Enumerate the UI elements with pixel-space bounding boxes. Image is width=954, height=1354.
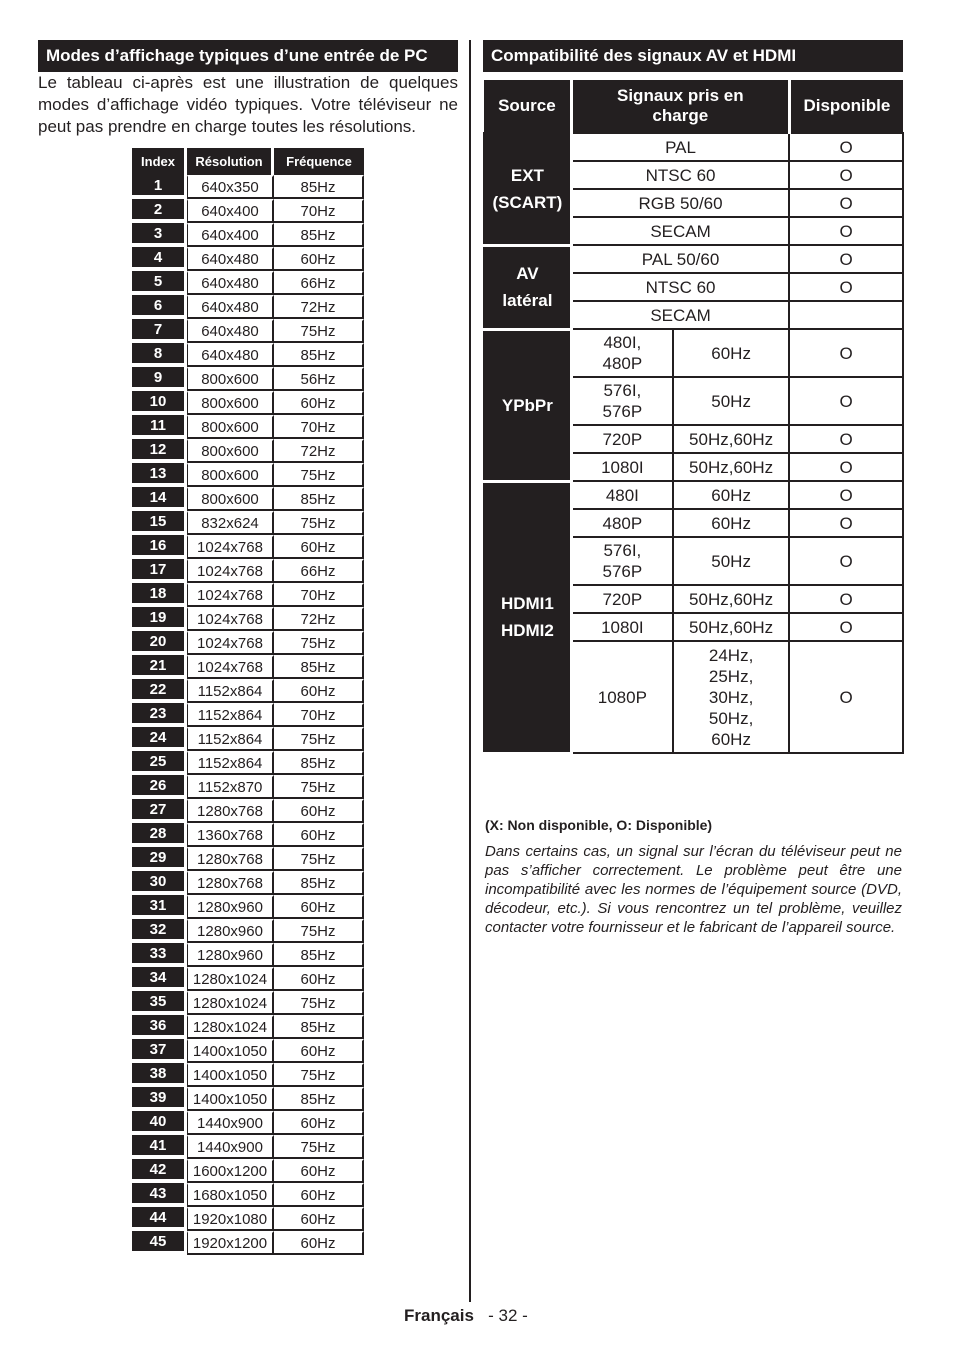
row-index: 14 <box>132 487 187 511</box>
row-frequency: 72Hz <box>274 295 364 319</box>
row-frequency: 60Hz <box>274 967 364 991</box>
source-ypbpr <box>484 329 571 481</box>
signal-cell: PAL 50/60 <box>571 245 789 273</box>
table-row <box>132 1207 364 1231</box>
row-resolution: 1400x1050 <box>187 1063 274 1087</box>
row-index: 2 <box>132 199 187 223</box>
source-label-line2: HDMI2 <box>500 621 554 640</box>
available-cell: O <box>789 425 903 453</box>
row-frequency: 60Hz <box>274 247 364 271</box>
row-frequency: 75Hz <box>274 319 364 343</box>
row-index: 32 <box>132 919 187 943</box>
table-row <box>132 631 364 655</box>
row-frequency: 70Hz <box>274 703 364 727</box>
row-frequency: 60Hz <box>274 1207 364 1231</box>
row-resolution: 1280x768 <box>187 799 274 823</box>
row-resolution: 800x600 <box>187 367 274 391</box>
row-resolution: 1400x1050 <box>187 1039 274 1063</box>
row-resolution: 1600x1200 <box>187 1159 274 1183</box>
row-frequency: 72Hz <box>274 607 364 631</box>
frequency-cell: 50Hz <box>673 377 789 425</box>
table-row <box>132 1015 364 1039</box>
row-frequency: 60Hz <box>274 391 364 415</box>
row-frequency: 85Hz <box>274 1087 364 1111</box>
header-signals: Signaux pris en charge <box>571 80 789 133</box>
row-frequency: 75Hz <box>274 1135 364 1159</box>
av-hdmi-table <box>483 80 904 755</box>
available-cell: O <box>789 509 903 537</box>
row-resolution: 1280x960 <box>187 919 274 943</box>
row-index: 25 <box>132 751 187 775</box>
available-cell: O <box>789 161 903 189</box>
row-frequency: 60Hz <box>274 1159 364 1183</box>
row-frequency: 60Hz <box>274 823 364 847</box>
row-index: 31 <box>132 895 187 919</box>
row-index: 10 <box>132 391 187 415</box>
table-row <box>132 487 364 511</box>
header-index: Index <box>132 148 187 175</box>
row-resolution: 800x600 <box>187 391 274 415</box>
row-index: 36 <box>132 1015 187 1039</box>
source-label: YPbPr <box>501 395 553 415</box>
row-frequency: 60Hz <box>274 799 364 823</box>
row-resolution: 640x480 <box>187 271 274 295</box>
row-resolution: 1280x960 <box>187 943 274 967</box>
table-row <box>132 1231 364 1255</box>
row-frequency: 60Hz <box>274 1039 364 1063</box>
row-frequency: 60Hz <box>274 1231 364 1255</box>
row-frequency: 70Hz <box>274 199 364 223</box>
row-index: 19 <box>132 607 187 631</box>
table-row <box>132 775 364 799</box>
signal-cell: 480I, 480P <box>571 329 673 377</box>
table-row <box>132 847 364 871</box>
row-index: 12 <box>132 439 187 463</box>
row-resolution: 1280x768 <box>187 847 274 871</box>
row-index: 16 <box>132 535 187 559</box>
table-row <box>132 799 364 823</box>
pc-table-body <box>132 175 364 1255</box>
row-resolution: 1440x900 <box>187 1135 274 1159</box>
row-resolution: 1280x960 <box>187 895 274 919</box>
row-frequency: 75Hz <box>274 463 364 487</box>
signal-cell: NTSC 60 <box>571 273 789 301</box>
available-cell: O <box>789 245 903 273</box>
row-frequency: 85Hz <box>274 751 364 775</box>
row-frequency: 85Hz <box>274 655 364 679</box>
table-row <box>132 919 364 943</box>
row-index: 41 <box>132 1135 187 1159</box>
row-frequency: 75Hz <box>274 775 364 799</box>
row-resolution: 640x480 <box>187 343 274 367</box>
footer-language: Français <box>404 1306 474 1325</box>
table-row <box>132 367 364 391</box>
row-resolution: 640x400 <box>187 223 274 247</box>
availability-legend: (X: Non disponible, O: Disponible) <box>485 817 713 833</box>
row-resolution: 640x400 <box>187 199 274 223</box>
table-row <box>132 415 364 439</box>
source-label-line2: (SCART) <box>492 192 563 212</box>
column-divider <box>469 40 471 1302</box>
row-index: 27 <box>132 799 187 823</box>
row-index: 43 <box>132 1183 187 1207</box>
row-resolution: 1152x870 <box>187 775 274 799</box>
row-index: 1 <box>132 175 187 199</box>
row-index: 39 <box>132 1087 187 1111</box>
row-index: 22 <box>132 679 187 703</box>
row-frequency: 85Hz <box>274 343 364 367</box>
table-row <box>132 1159 364 1183</box>
av-table-header-row <box>484 80 903 133</box>
table-row <box>484 245 903 273</box>
row-index: 4 <box>132 247 187 271</box>
row-index: 11 <box>132 415 187 439</box>
row-frequency: 75Hz <box>274 991 364 1015</box>
table-row <box>132 967 364 991</box>
row-index: 3 <box>132 223 187 247</box>
row-frequency: 75Hz <box>274 727 364 751</box>
row-resolution: 640x480 <box>187 247 274 271</box>
available-cell: O <box>789 133 903 161</box>
frequency-cell: 50Hz,60Hz <box>673 425 789 453</box>
table-row <box>132 583 364 607</box>
row-resolution: 800x600 <box>187 487 274 511</box>
row-resolution: 1920x1080 <box>187 1207 274 1231</box>
frequency-cell: 50Hz <box>673 537 789 585</box>
row-frequency: 66Hz <box>274 271 364 295</box>
row-index: 34 <box>132 967 187 991</box>
table-row <box>132 319 364 343</box>
pc-modes-title: Modes d’affichage typiques d’une entrée de PC <box>38 40 458 72</box>
row-frequency: 85Hz <box>274 1015 364 1039</box>
table-row <box>132 343 364 367</box>
signal-cell: 576I, 576P <box>571 377 673 425</box>
signal-cell: 1080I <box>571 613 673 641</box>
row-frequency: 75Hz <box>274 1063 364 1087</box>
table-row <box>132 1039 364 1063</box>
table-row <box>484 329 903 377</box>
header-resolution: Résolution <box>187 148 274 175</box>
signal-cell: SECAM <box>571 217 789 245</box>
table-row <box>132 175 364 199</box>
row-resolution: 1024x768 <box>187 631 274 655</box>
row-index: 23 <box>132 703 187 727</box>
row-frequency: 60Hz <box>274 1111 364 1135</box>
row-resolution: 1280x768 <box>187 871 274 895</box>
row-frequency: 70Hz <box>274 583 364 607</box>
row-index: 24 <box>132 727 187 751</box>
available-cell: O <box>789 613 903 641</box>
available-cell: O <box>789 329 903 377</box>
available-cell: O <box>789 377 903 425</box>
row-frequency: 85Hz <box>274 487 364 511</box>
row-frequency: 60Hz <box>274 1183 364 1207</box>
row-frequency: 85Hz <box>274 223 364 247</box>
row-resolution: 800x600 <box>187 463 274 487</box>
table-row <box>132 679 364 703</box>
frequency-cell: 50Hz,60Hz <box>673 453 789 481</box>
row-index: 9 <box>132 367 187 391</box>
row-index: 13 <box>132 463 187 487</box>
table-row <box>484 133 903 161</box>
table-row <box>132 1063 364 1087</box>
table-row <box>132 703 364 727</box>
available-cell: O <box>789 273 903 301</box>
table-row <box>484 481 903 509</box>
table-row <box>132 1087 364 1111</box>
row-index: 18 <box>132 583 187 607</box>
row-index: 21 <box>132 655 187 679</box>
row-resolution: 640x350 <box>187 175 274 199</box>
row-frequency: 60Hz <box>274 679 364 703</box>
table-row <box>132 943 364 967</box>
row-index: 7 <box>132 319 187 343</box>
table-row <box>132 727 364 751</box>
row-resolution: 832x624 <box>187 511 274 535</box>
signal-cell: SECAM <box>571 301 789 329</box>
frequency-cell: 60Hz <box>673 509 789 537</box>
signal-cell: 1080P <box>571 641 673 753</box>
row-resolution: 1280x1024 <box>187 967 274 991</box>
header-available: Disponible <box>789 80 903 133</box>
row-index: 38 <box>132 1063 187 1087</box>
frequency-cell: 60Hz <box>673 481 789 509</box>
table-row <box>132 295 364 319</box>
signal-cell: RGB 50/60 <box>571 189 789 217</box>
table-row <box>132 247 364 271</box>
row-frequency: 85Hz <box>274 871 364 895</box>
row-resolution: 1024x768 <box>187 607 274 631</box>
table-row <box>132 1135 364 1159</box>
table-row <box>132 1111 364 1135</box>
table-row <box>132 871 364 895</box>
row-index: 45 <box>132 1231 187 1255</box>
row-frequency: 56Hz <box>274 367 364 391</box>
row-resolution: 1152x864 <box>187 679 274 703</box>
row-index: 8 <box>132 343 187 367</box>
signal-note: Dans certains cas, un signal sur l’écran du téléviseur peut ne pas s’afficher correctement. Le problème peut être une incompatibilité avec les normes de l’équipement source (DVD, décodeur, etc.). Si vous rencontrez un tel problème, veuillez contacter votre fournisseur et le fabricant de l’appareil source. <box>485 843 902 936</box>
row-index: 35 <box>132 991 187 1015</box>
row-index: 44 <box>132 1207 187 1231</box>
row-index: 26 <box>132 775 187 799</box>
table-row <box>132 1183 364 1207</box>
row-index: 33 <box>132 943 187 967</box>
row-frequency: 60Hz <box>274 535 364 559</box>
row-index: 29 <box>132 847 187 871</box>
page-number: - 32 - <box>488 1306 528 1325</box>
row-index: 15 <box>132 511 187 535</box>
row-resolution: 1400x1050 <box>187 1087 274 1111</box>
table-row <box>132 823 364 847</box>
signal-cell: 720P <box>571 585 673 613</box>
row-resolution: 640x480 <box>187 295 274 319</box>
available-cell: O <box>789 537 903 585</box>
available-cell <box>789 301 903 329</box>
frequency-cell: 24Hz, 25Hz, 30Hz, 50Hz, 60Hz <box>673 641 789 753</box>
av-hdmi-title: Compatibilité des signaux AV et HDMI <box>483 40 903 72</box>
source-ext <box>484 133 571 245</box>
table-row <box>132 511 364 535</box>
table-row <box>132 271 364 295</box>
row-frequency: 66Hz <box>274 559 364 583</box>
row-resolution: 1152x864 <box>187 727 274 751</box>
row-index: 40 <box>132 1111 187 1135</box>
table-row <box>132 991 364 1015</box>
frequency-cell: 50Hz,60Hz <box>673 613 789 641</box>
source-label-line2: latéral <box>502 291 553 310</box>
row-index: 28 <box>132 823 187 847</box>
source-av <box>484 245 571 329</box>
row-resolution: 1024x768 <box>187 655 274 679</box>
signal-cell: 576I, 576P <box>571 537 673 585</box>
row-index: 6 <box>132 295 187 319</box>
table-row <box>132 439 364 463</box>
row-resolution: 1680x1050 <box>187 1183 274 1207</box>
row-resolution: 1024x768 <box>187 559 274 583</box>
table-row <box>132 391 364 415</box>
source-label-line1: AV <box>516 264 539 283</box>
row-index: 30 <box>132 871 187 895</box>
row-index: 20 <box>132 631 187 655</box>
av-table-body <box>484 133 903 753</box>
row-frequency: 85Hz <box>274 175 364 199</box>
row-resolution: 1360x768 <box>187 823 274 847</box>
table-row <box>132 199 364 223</box>
row-index: 42 <box>132 1159 187 1183</box>
available-cell: O <box>789 217 903 245</box>
page-footer <box>404 1306 528 1326</box>
table-row <box>132 559 364 583</box>
row-frequency: 72Hz <box>274 439 364 463</box>
row-index: 37 <box>132 1039 187 1063</box>
row-resolution: 1152x864 <box>187 703 274 727</box>
signal-cell: NTSC 60 <box>571 161 789 189</box>
table-row <box>132 607 364 631</box>
row-resolution: 800x600 <box>187 415 274 439</box>
row-resolution: 1024x768 <box>187 583 274 607</box>
pc-modes-intro: Le tableau ci-après est une illustration de quelques modes d’affichage vidéo typiques. Votre téléviseur ne peut pas prendre en charge toutes les résolutions. <box>38 73 458 136</box>
row-index: 17 <box>132 559 187 583</box>
header-source: Source <box>484 80 571 133</box>
signal-cell: 720P <box>571 425 673 453</box>
signal-cell: PAL <box>571 133 789 161</box>
row-resolution: 640x480 <box>187 319 274 343</box>
signal-cell: 480P <box>571 509 673 537</box>
row-resolution: 1152x864 <box>187 751 274 775</box>
available-cell: O <box>789 641 903 753</box>
frequency-cell: 50Hz,60Hz <box>673 585 789 613</box>
source-hdmi <box>484 481 571 753</box>
available-cell: O <box>789 481 903 509</box>
row-resolution: 800x600 <box>187 439 274 463</box>
row-frequency: 75Hz <box>274 511 364 535</box>
row-index: 5 <box>132 271 187 295</box>
header-frequency: Fréquence <box>274 148 364 175</box>
row-frequency: 75Hz <box>274 847 364 871</box>
frequency-cell: 60Hz <box>673 329 789 377</box>
pc-table-header-row <box>132 148 364 175</box>
source-label-line1: HDMI1 <box>500 594 554 613</box>
source-label-line1: EXT <box>510 165 544 185</box>
signal-cell: 1080I <box>571 453 673 481</box>
table-row <box>132 655 364 679</box>
row-frequency: 60Hz <box>274 895 364 919</box>
row-resolution: 1440x900 <box>187 1111 274 1135</box>
row-resolution: 1920x1200 <box>187 1231 274 1255</box>
row-resolution: 1280x1024 <box>187 1015 274 1039</box>
available-cell: O <box>789 585 903 613</box>
available-cell: O <box>789 189 903 217</box>
table-row <box>132 535 364 559</box>
row-frequency: 70Hz <box>274 415 364 439</box>
available-cell: O <box>789 453 903 481</box>
signal-cell: 480I <box>571 481 673 509</box>
pc-modes-table <box>132 148 364 1255</box>
table-row <box>132 751 364 775</box>
row-frequency: 75Hz <box>274 631 364 655</box>
row-frequency: 75Hz <box>274 919 364 943</box>
table-row <box>132 463 364 487</box>
table-row <box>132 895 364 919</box>
row-resolution: 1024x768 <box>187 535 274 559</box>
table-row <box>132 223 364 247</box>
row-frequency: 85Hz <box>274 943 364 967</box>
row-resolution: 1280x1024 <box>187 991 274 1015</box>
